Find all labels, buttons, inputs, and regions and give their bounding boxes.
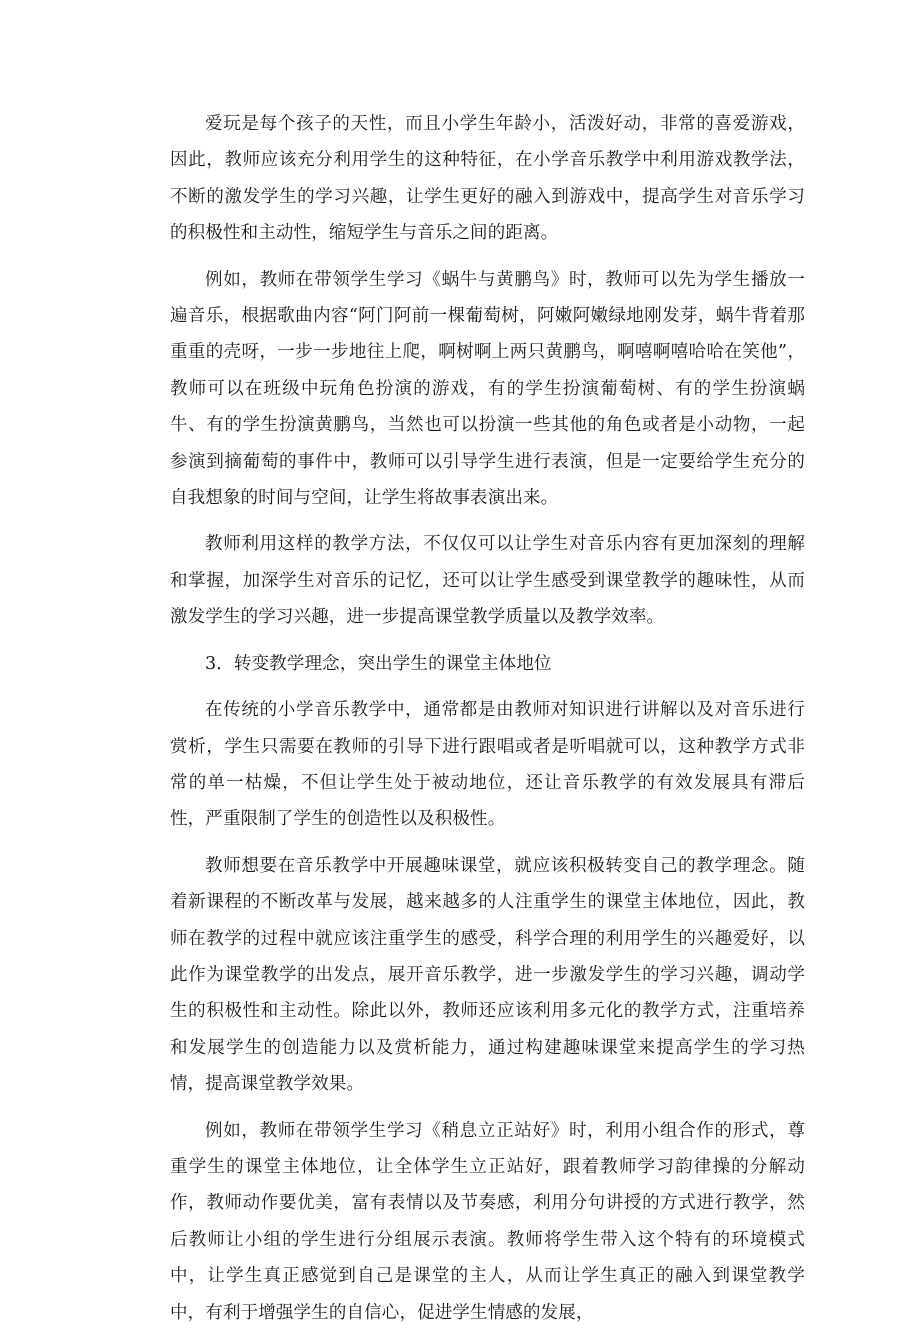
document-body xyxy=(170,106,805,1341)
paragraph-stand-example: 例如，教师在带领学生学习《稍息立正站好》时，利用小组合作的形式，尊重学生的课堂主体地位，让全体学生立正站好，跟着教师学习韵律操的分解动作，教师动作要优美，富有表情以及节奏感，利用分句讲授的方式进行教学，然后教师让小组的学生进行分组展示表演。教师将学生带入这个特有的环境模式中，让学生真正感觉到自己是课堂的主人，从而让学生真正的融入到课堂教学中，有利于增强学生的自信心，促进学生情感的发展， xyxy=(170,1120,805,1323)
section-heading-3: 3．转变教学理念，突出学生的课堂主体地位 xyxy=(205,653,552,674)
paragraph-change-concept: 教师想要在音乐教学中开展趣味课堂，就应该积极转变自己的教学理念。随着新课程的不断改革与发展，越来越多的人注重学生的课堂主体地位，因此，教师在教学的过程中就应该注重学生的感受，科学合理的利用学生的兴趣爱好，以此作为课堂教学的出发点，展开音乐教学，进一步激发学生的学习兴趣，调动学生的积极性和主动性。除此以外，教师还应该利用多元化的教学方式，注重培养和发展学生的创造能力以及赏析能力，通过构建趣味课堂来提高学生的学习热情，提高课堂教学效果。 xyxy=(170,855,805,1095)
paragraph-snail-example: 例如，教师在带领学生学习《蜗牛与黄鹏鸟》时，教师可以先为学生播放一遍音乐，根据歌曲内容“阿门阿前一棵葡萄树，阿嫩阿嫩绿地刚发芽，蜗牛背着那重重的壳呀，一步一步地往上爬，啊树啊上两只黄鹏鸟，啊嘻啊嘻哈哈在笑他”，教师可以在班级中玩角色扮演的游戏，有的学生扮演葡萄树、有的学生扮演蜗牛、有的学生扮演黄鹏鸟，当然也可以扮演一些其他的角色或者是小动物，一起参演到摘葡萄的事件中，教师可以引导学生进行表演，但是一定要给学生充分的自我想象的时间与空间，让学生将故事表演出来。 xyxy=(170,269,805,509)
paragraph-game-teaching-intro: 爱玩是每个孩子的天性，而且小学生年龄小，活泼好动，非常的喜爱游戏，因此，教师应该充分利用学生的这种特征，在小学音乐教学中利用游戏教学法，不断的激发学生的学习兴趣，让学生更好的融入到游戏中，提高学生对音乐学习的积极性和主动性，缩短学生与音乐之间的距离。 xyxy=(170,114,805,244)
paragraph-traditional-teaching: 在传统的小学音乐教学中，通常都是由教师对知识进行讲解以及对音乐进行赏析，学生只需要在教师的引导下进行跟唱或者是听唱就可以，这种教学方式非常的单一枯燥，不但让学生处于被动地位，还让音乐教学的有效发展具有滞后性，严重限制了学生的创造性以及积极性。 xyxy=(170,700,805,830)
paragraph-method-benefits: 教师利用这样的教学方法，不仅仅可以让学生对音乐内容有更加深刻的理解和掌握，加深学生对音乐的记忆，还可以让学生感受到课堂教学的趣味性，从而激发学生的学习兴趣，进一步提高课堂教学质量以及教学效率。 xyxy=(170,534,805,628)
